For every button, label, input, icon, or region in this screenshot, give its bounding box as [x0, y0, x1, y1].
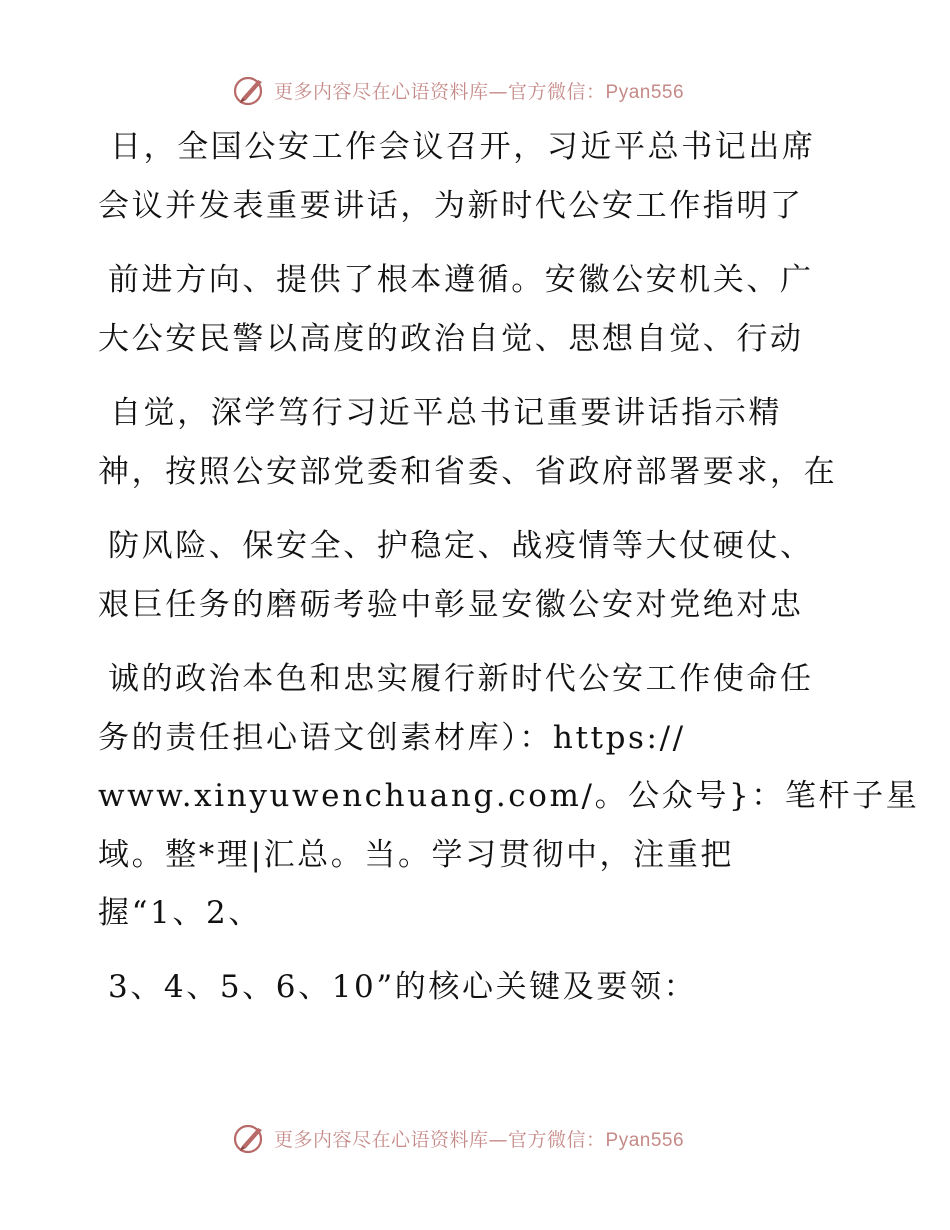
- text-line: 务的责任担心语文创素材库）：https://: [98, 720, 686, 756]
- text-line: 防风险、保安全、护稳定、战疫情等大仗硬仗、: [108, 528, 814, 564]
- text-line: 艰巨任务的磨砺考验中彰显安徽公安对党绝对忠: [98, 587, 804, 623]
- text-line: 3、4、5、6、10”的核心关键及要领：: [108, 969, 698, 1005]
- text-line: 会议并发表重要讲话，为新时代公安工作指明了: [98, 188, 804, 224]
- text-line: 域。整*理|汇总。当。学习贯彻中，注重把: [98, 837, 734, 873]
- text-line: 大公安民警以高度的政治自觉、思想自觉、行动: [98, 321, 804, 357]
- text-line: www.xinyuwenchuang.com/。公众号}：笔杆子星: [98, 778, 920, 814]
- wechat-id: Pyan556: [605, 1129, 685, 1151]
- text-line: 日，全国公安工作会议召开，习近平总书记出席: [110, 129, 816, 165]
- banner-text: 更多内容尽在心语资料库—官方微信：Pyan556: [274, 80, 685, 103]
- text-line: 神，按照公安部党委和省委、省政府部署要求，在: [98, 454, 838, 490]
- text-line: 握“1、2、: [98, 895, 262, 931]
- text-line: 自觉，深学笃行习近平总书记重要讲话指示精: [110, 395, 782, 431]
- pen-quill-logo-icon: [232, 1120, 268, 1156]
- wechat-id: Pyan556: [605, 81, 685, 103]
- text-line: 前进方向、提供了根本遵循。安徽公安机关、广: [108, 262, 814, 298]
- text-line: 诚的政治本色和忠实履行新时代公安工作使命任: [108, 661, 814, 697]
- pen-quill-logo-icon: [232, 72, 268, 108]
- header-banner: [232, 70, 684, 110]
- footer-banner: [232, 1118, 684, 1158]
- banner-text: 更多内容尽在心语资料库—官方微信：Pyan556: [274, 1128, 685, 1151]
